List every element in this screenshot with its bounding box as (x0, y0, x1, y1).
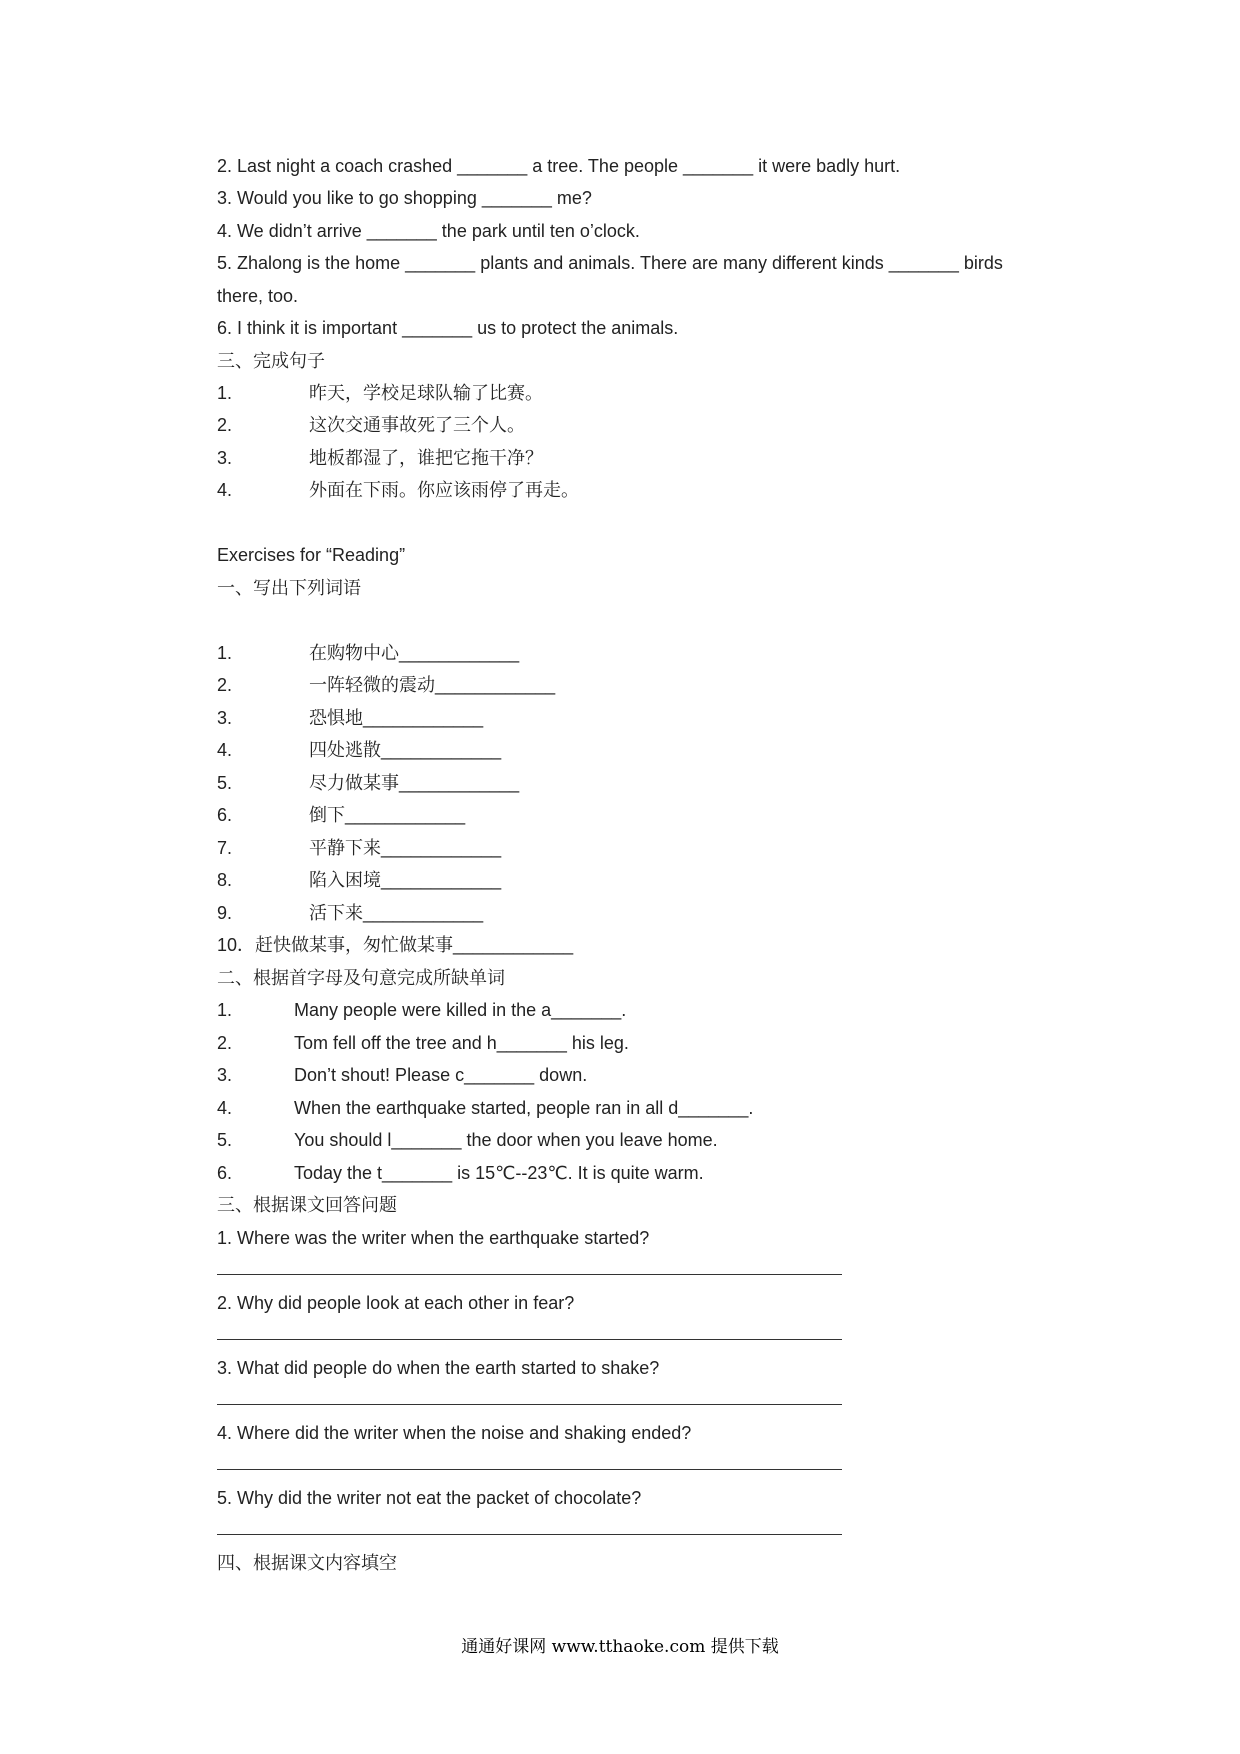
item-number: 7. (217, 838, 233, 858)
item-number: 6. (217, 805, 233, 825)
answer-line[interactable] (217, 1339, 842, 1340)
item-text: 平静下来____________ (309, 838, 502, 858)
item-text: Many people were killed in the a_______. (294, 1000, 627, 1020)
item-number: 3. (217, 1065, 233, 1085)
item-number: 6. (217, 1163, 233, 1183)
question: 4. Where did the writer when the noise and shaking ended? (217, 1423, 692, 1443)
initial-letter-item (217, 1162, 704, 1184)
item-text: Today the t_______ is 15℃--23℃. It is quite warm. (294, 1163, 704, 1183)
item-text: 外面在下雨。你应该雨停了再走。 (309, 480, 579, 500)
item-number: 3. (217, 448, 233, 468)
initial-letter-item (217, 1129, 718, 1151)
item-number: 2. (217, 415, 233, 435)
vocab-item (217, 642, 519, 664)
item-text: You should l_______ the door when you leave home. (294, 1130, 718, 1150)
answer-line[interactable] (217, 1534, 842, 1535)
item-text: Tom fell off the tree and h_______ his leg. (294, 1033, 629, 1053)
item-text: 四处逃散____________ (309, 740, 502, 760)
item-text: 恐惧地____________ (309, 708, 484, 728)
item-number: 9. (217, 903, 233, 923)
translate-item (217, 382, 543, 404)
item-number: 4. (217, 480, 233, 500)
item-number: 2. (217, 675, 233, 695)
question: 2. Why did people look at each other in fear? (217, 1293, 575, 1313)
translate-item (217, 479, 579, 501)
item-number: 4. (217, 1098, 233, 1118)
initial-letter-item (217, 1064, 587, 1086)
fill-blank-item: 3. Would you like to go shopping _______ me? (217, 188, 592, 208)
question: 5. Why did the writer not eat the packet of chocolate? (217, 1488, 642, 1508)
fill-blank-item: 6. I think it is important _______ us to protect the animals. (217, 318, 679, 338)
fill-blank-item-cont: there, too. (217, 286, 299, 306)
vocab-item (217, 902, 483, 924)
item-text: When the earthquake started, people ran in all d_______. (294, 1098, 754, 1118)
item-text: 倒下____________ (309, 805, 466, 825)
item-number: 1. (217, 383, 233, 403)
item-number: 1. (217, 643, 233, 663)
item-number: 8. (217, 870, 233, 890)
fill-blank-item: 2. Last night a coach crashed _______ a tree. The people _______ it were badly hurt. (217, 156, 901, 176)
vocab-item (217, 772, 519, 794)
answer-line[interactable] (217, 1274, 842, 1275)
item-text: 这次交通事故死了三个人。 (309, 415, 525, 435)
section-heading: 三、完成句子 (217, 351, 325, 371)
initial-letter-item (217, 1032, 629, 1054)
item-number: 5. (217, 773, 233, 793)
section-heading: 二、根据首字母及句意完成所缺单词 (217, 968, 505, 988)
item-text: Don’t shout! Please c_______ down. (294, 1065, 588, 1085)
question: 1. Where was the writer when the earthquake started? (217, 1228, 650, 1248)
translate-item (217, 447, 543, 469)
page-footer: 通通好课网 www.tthaoke.com 提供下载 (461, 1637, 779, 1657)
item-number: 1. (217, 1000, 233, 1020)
item-number: 2. (217, 1033, 233, 1053)
vocab-item (217, 739, 501, 761)
translate-item (217, 414, 525, 436)
vocab-item (217, 804, 465, 826)
initial-letter-item (217, 999, 626, 1021)
item-text: 在购物中心____________ (309, 643, 520, 663)
section-heading: 一、写出下列词语 (217, 578, 361, 598)
item-text: 陷入困境____________ (309, 870, 502, 890)
fill-blank-item: 4. We didn’t arrive _______ the park until ten o’clock. (217, 221, 640, 241)
item-text: 活下来____________ (309, 903, 484, 923)
question: 3. What did people do when the earth started to shake? (217, 1358, 660, 1378)
vocab-item: 10．赶快做某事，匆忙做某事____________ (217, 935, 574, 955)
section-heading: 三、根据课文回答问题 (217, 1195, 397, 1215)
item-text: 一阵轻微的震动____________ (309, 675, 556, 695)
item-text: 尽力做某事____________ (309, 773, 520, 793)
initial-letter-item (217, 1097, 753, 1119)
item-text: 地板都湿了，谁把它拖干净？ (309, 448, 543, 468)
item-number: 4. (217, 740, 233, 760)
vocab-item (217, 869, 501, 891)
fill-blank-item: 5. Zhalong is the home _______ plants and animals. There are many different kinds _______ birds (217, 253, 1003, 273)
item-text: 昨天，学校足球队输了比赛。 (309, 383, 543, 403)
item-number: 5. (217, 1130, 233, 1150)
answer-line[interactable] (217, 1404, 842, 1405)
vocab-item (217, 674, 555, 696)
item-number: 3. (217, 708, 233, 728)
vocab-item (217, 707, 483, 729)
section-heading: 四、根据课文内容填空 (217, 1553, 397, 1573)
reading-title: Exercises for “Reading” (217, 545, 406, 565)
answer-line[interactable] (217, 1469, 842, 1470)
vocab-item (217, 837, 501, 859)
